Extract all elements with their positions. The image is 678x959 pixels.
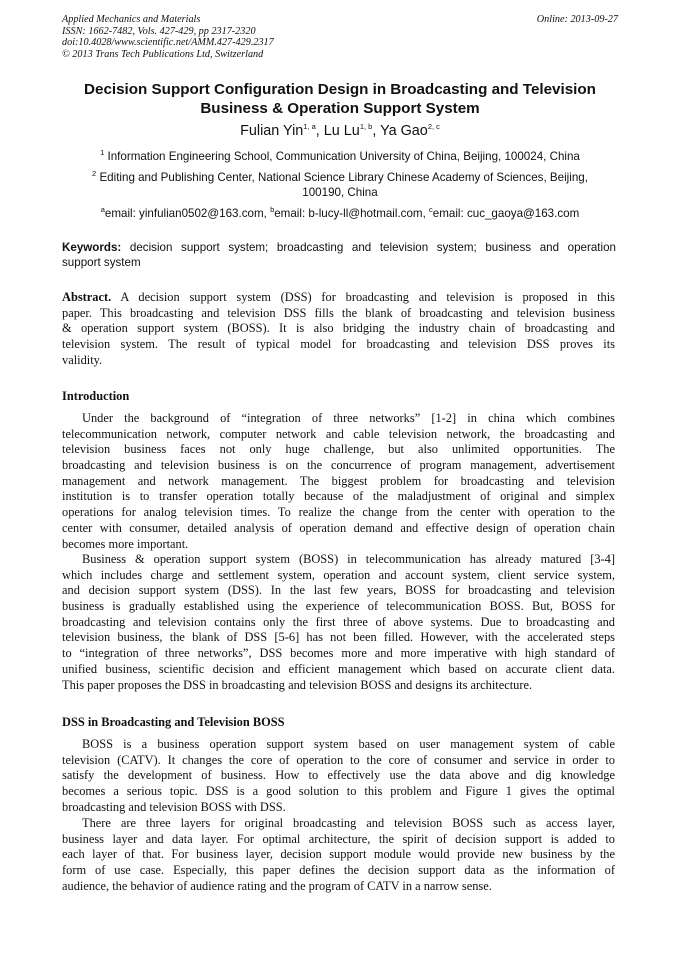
keywords-text: support system [62,256,141,269]
dss-paragraph-1 [62,737,615,815]
text-line: business is gradually established using the experience of telecommunication BOSS. But, BOSS for [62,599,615,614]
text-line: television (CATV). It changes the core of operation to the core of consumer and service in order to [62,752,615,767]
copyright: © 2013 Trans Tech Publications Ltd, Switzerland [62,48,264,60]
text-line: telecommunication network, computer network and cable television network, the broadcasting and [62,426,615,441]
text-line: to “integration of three networks”, DSS becomes more and more imperative with high standard of [62,646,615,661]
text-line: each layer of that. For business layer, decision support module would provide new business by the [62,847,615,862]
author-sup: 1, b [359,122,373,132]
doi: doi:10.4028/www.scientific.net/AMM.427-429.2317 [62,37,274,49]
text-line: unified business, scientific decision and efficient management which based on accurate client data. [62,661,615,676]
abstract [62,290,615,368]
abstract-line: paper. This broadcasting and television DSS fills the blank of broadcasting and television business [62,305,615,320]
aff-text: 100190, China [302,186,378,199]
text-line: This paper proposes the DSS in broadcasting and television BOSS and designs its architecture. [62,677,533,692]
text-line: BOSS is a business operation support system based on user management system of cable [82,737,615,751]
issn: ISSN: 1662-7482, Vols. 427-429, pp 2317-2320 [62,25,256,37]
title-line-2: Business & Operation Support System [200,99,480,117]
aff-text: Editing and Publishing Center, National Science Library Chinese Academy of Sciences, Beijing, [99,171,588,184]
email-sup: c [429,205,433,215]
text-line: which includes charge and settlement system, operation and account system, client service system, [62,567,615,582]
abstract-line: television system. The result of typical model for broadcasting and television DSS proves its [62,337,615,352]
text-line: center with consumer, detailed analysis of operation demand and effective design of operation chain [62,520,615,535]
text-line: Under the background of “integration of three networks” [1-2] in china which combines [82,411,615,425]
aff-text: Information Engineering School, Communication University of China, Beijing, 100024, China [107,150,580,163]
text-line: audience, the behavior of audience rating and the program of CATV in a narrow sense. [62,878,492,893]
author-name: Fulian Yin [240,123,304,139]
email-line [62,206,618,221]
abstract-label: Abstract. [62,290,112,304]
text-line: television business, the blank of DSS [5-6] has not been filled. However, with the accelerated steps [62,630,615,645]
section-heading-introduction: Introduction [62,389,130,403]
author-name: Ya Gao [380,123,428,139]
section-heading-dss: DSS in Broadcasting and Television BOSS [62,715,285,729]
journal-header [62,14,618,60]
text-line: satisfy the development of business. How to effectively use the data above and dig knowledge [62,768,615,783]
author-name: Lu Lu [323,123,360,139]
author-sup: 1, a [303,122,316,132]
affiliation-2 [62,170,618,200]
text-line: institution is to transfer operation totally because of the maladjustment of original and simplex [62,489,615,504]
email-sup: b [270,205,275,215]
text-line: television business faces not only huge challenge, but also unlimited opportunities. The [62,442,615,457]
text-line: management and network management. The biggest problem for broadcasting and television [62,473,615,488]
author-sup: 2, c [427,122,440,132]
email-sup: a [100,205,105,215]
text-line: operations for analog television times. To realize the change from the center with operation to the [62,505,615,520]
aff-sup: 1 [100,148,105,158]
keywords-text: decision support system; broadcasting and television system; business and operation [129,241,616,254]
abstract-line: & operation support system (BOSS). It is also bridging the industry chain of broadcasting and [62,321,615,336]
keywords-label: Keywords: [62,241,122,254]
dss-paragraph-2 [62,816,615,894]
email-a: email: yinfulian0502@163.com, [104,207,267,220]
intro-paragraph-2 [62,552,615,693]
aff-sup: 2 [92,169,97,179]
online-date: Online: 2013-09-27 [536,14,618,25]
title-line-1: Decision Support Configuration Design in Broadcasting and Television [84,81,596,98]
text-line: becomes more important. [62,536,189,551]
author-list: Fulian Yin$^{1, a}$, Lu Lu$^{1, b}$, Ya Gao$^{2, c}$ [240,122,440,139]
text-line: broadcasting and television contains only the first three of above systems. Due to broadcasting and [62,614,615,629]
affiliation-1 [62,149,618,164]
journal-name: Applied Mechanics and Materials [62,14,201,25]
text-line: Business & operation support system (BOSS) in telecommunication has already matured [3-4] [82,552,615,566]
abstract-line: A decision support system (DSS) for broadcasting and television is proposed in this [120,290,615,304]
paper-title [62,81,618,118]
text-line: broadcasting and television business is on the concurrence of program management, advertisement [62,458,615,473]
text-line: and decision support system (DSS). In the last few years, BOSS for broadcasting and television [62,583,615,598]
keywords [62,240,616,270]
text-line: becomes a serious topic. DSS is a good solution to this problem and Figure 1 gives the optimal [62,784,615,799]
email-c: email: cuc_gaoya@163.com [432,207,580,220]
text-line: broadcasting and television BOSS with DSS. [62,799,286,814]
intro-paragraph-1 [62,411,615,552]
text-line: business layer and data layer. For optimal architecture, the spirit of decision support is added to [62,831,615,846]
email-b: email: b-lucy-ll@hotmail.com, [274,207,426,220]
abstract-line: validity. [62,352,103,367]
text-line: form of use case. Especially, this paper defines the decision support data as the information of [62,863,615,878]
text-line: There are three layers for original broadcasting and television BOSS such as access layer, [82,816,615,830]
